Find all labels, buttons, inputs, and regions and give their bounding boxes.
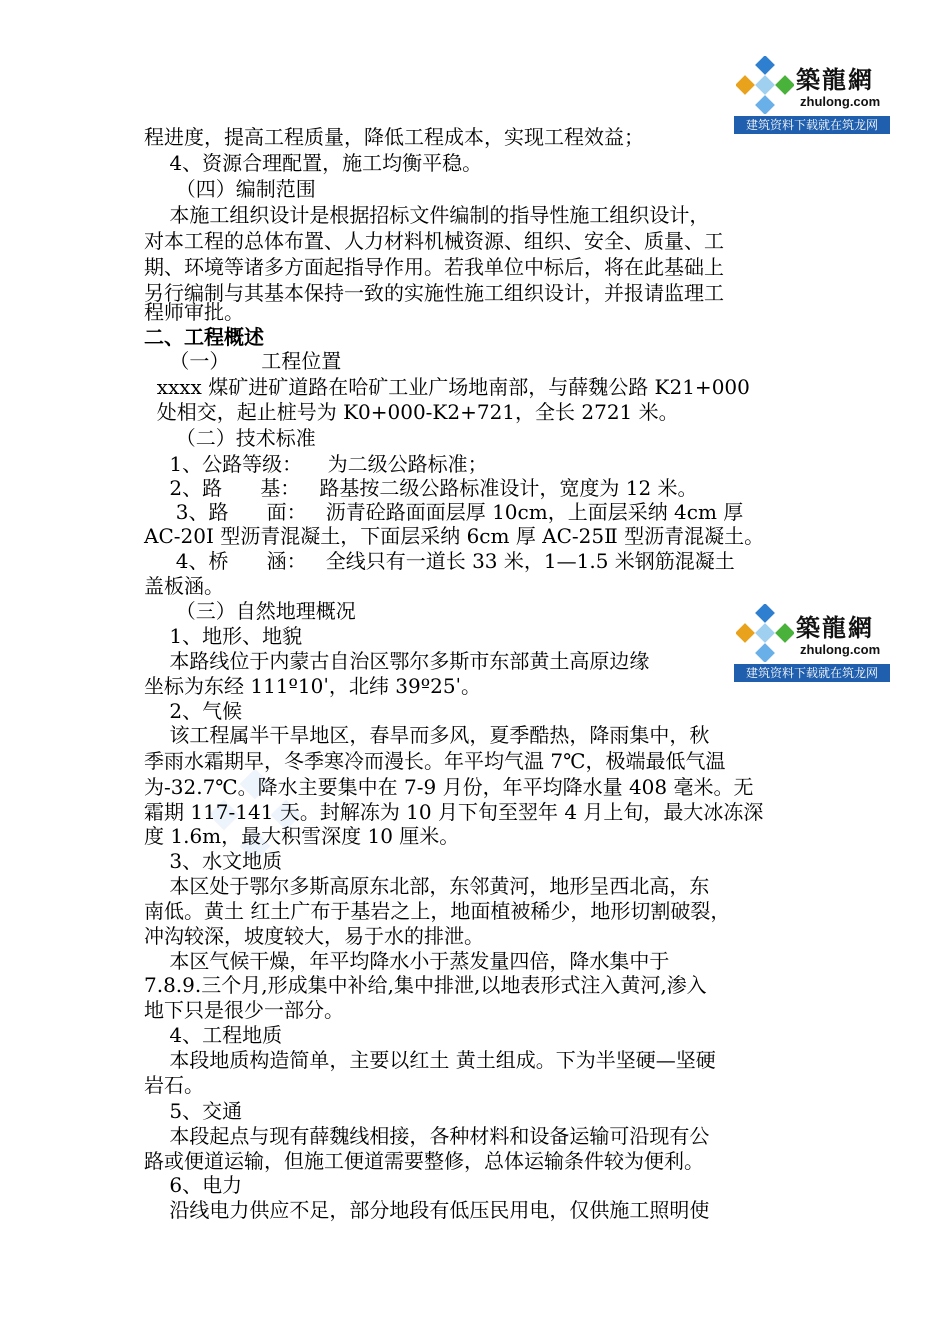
text-line: 本段地质构造简单，主要以红土 黄土组成。下为半坚硬—坚硬 [144,1048,716,1072]
text-line: 7.8.9.三个月,形成集中补给,集中排泄,以地表形式注入黄河,渗入 [144,973,707,997]
text-line: 期、环境等诸多方面起指导作用。若我单位中标后，将在此基础上 [144,255,724,279]
text-line: 季雨水霜期早，冬季寒冷而漫长。年平均气温 7℃，极端最低气温 [144,749,726,773]
text-line: 坐标为东经 111º10ˈ，北纬 39º25ˈ。 [144,674,482,698]
text-line: 3、路 面： 沥青砼路面面层厚 10cm，上面层采纳 4cm 厚 [144,500,744,524]
text-line: 对本工程的总体布置、人力材料机械资源、组织、安全、质量、工 [144,229,724,253]
section-heading: 二、工程概述 [144,325,264,349]
text-line: （四）编制范围 [144,177,316,201]
text-line: 霜期 117-141 天。封解冻为 10 月下旬至翌年 4 月上旬，最大冰冻深 [144,800,764,824]
text-line: 岩石。 [144,1073,204,1097]
text-line: 处相交，起止桩号为 K0+000-K2+721，全长 2721 米。 [144,400,679,424]
text-line: 度 1.6m，最大积雪深度 10 厘米。 [144,824,460,848]
text-line: 沿线电力供应不足，部分地段有低压民用电，仅供施工照明使 [144,1198,710,1222]
text-line: AC-20Ⅰ 型沥青混凝土，下面层采纳 6cm 厚 AC-25Ⅱ 型沥青混凝土。 [144,524,765,548]
logo-domain: zhulong.com [800,642,881,657]
text-line: 4、桥 涵： 全线只有一道长 33 米，1—1.5 米钢筋混凝土 [144,549,735,573]
text-line: xxxx 煤矿进矿道路在哈矿工业广场地南部，与薛魏公路 K21+000 [144,375,750,399]
text-line: 本施工组织设计是根据招标文件编制的指导性施工组织设计， [144,203,710,227]
zhulong-logo-top [734,54,892,134]
zhulong-logo-middle [734,602,892,682]
text-line: 2、路 基： 路基按二级公路标准设计，宽度为 12 米。 [144,476,698,500]
text-line: 该工程属半干旱地区，春旱而多风，夏季酷热，降雨集中，秋 [144,723,710,747]
logo-slogan: 建筑资料下载就在筑龙网 [734,116,890,134]
text-line: 盖板涵。 [144,574,224,598]
zhulong-emblem-icon [736,56,794,114]
text-line: 程师审批。 [144,300,244,324]
text-line: 4、资源合理配置，施工均衡平稳。 [144,151,483,175]
logo-domain: zhulong.com [800,94,881,109]
text-line: 6、电力 [144,1173,243,1197]
text-line: 本段起点与现有薛魏线相接，各种材料和设备运输可沿现有公 [144,1124,710,1148]
text-line: 程进度，提高工程质量，降低工程成本，实现工程效益； [144,125,644,149]
logo-name: 築龍網 [796,66,874,94]
text-line: 路或便道运输，但施工便道需要整修，总体运输条件较为便利。 [144,1149,704,1173]
text-line: 4、工程地质 [144,1023,283,1047]
text-line: 3、水文地质 [144,849,283,873]
text-line: 本区气候干燥，年平均降水小于蒸发量四倍，降水集中于 [144,949,670,973]
text-line: 1、地形、地貌 [144,624,303,648]
text-line: 本区处于鄂尔多斯高原东北部，东邻黄河，地形呈西北高，东 [144,874,710,898]
text-line: 5、交通 [144,1099,243,1123]
text-line: （二）技术标准 [144,426,316,450]
logo-name: 築龍網 [796,614,874,642]
text-line: 1、公路等级： 为二级公路标准； [144,452,488,476]
logo-slogan: 建筑资料下载就在筑龙网 [734,664,890,682]
text-line: 本路线位于内蒙古自治区鄂尔多斯市东部黄土高原边缘 [144,649,650,673]
text-line: 南低。黄土 红土广布于基岩之上，地面植被稀少，地形切割破裂， [144,899,731,923]
text-line: 地下只是很少一部分。 [144,998,344,1022]
text-line: 另行编制与其基本保持一致的实施性施工组织设计，并报请监理工 [144,281,724,305]
text-line: （三）自然地理概况 [144,599,356,623]
text-line: 为-32.7℃。降水主要集中在 7-9 月份，年平均降水量 408 毫米。无 [144,775,754,799]
text-line: 冲沟较深，坡度较大，易于水的排泄。 [144,924,484,948]
text-line: （一） 工程位置 [144,349,342,373]
zhulong-emblem-icon [736,604,794,662]
text-line: 2、气候 [144,699,243,723]
